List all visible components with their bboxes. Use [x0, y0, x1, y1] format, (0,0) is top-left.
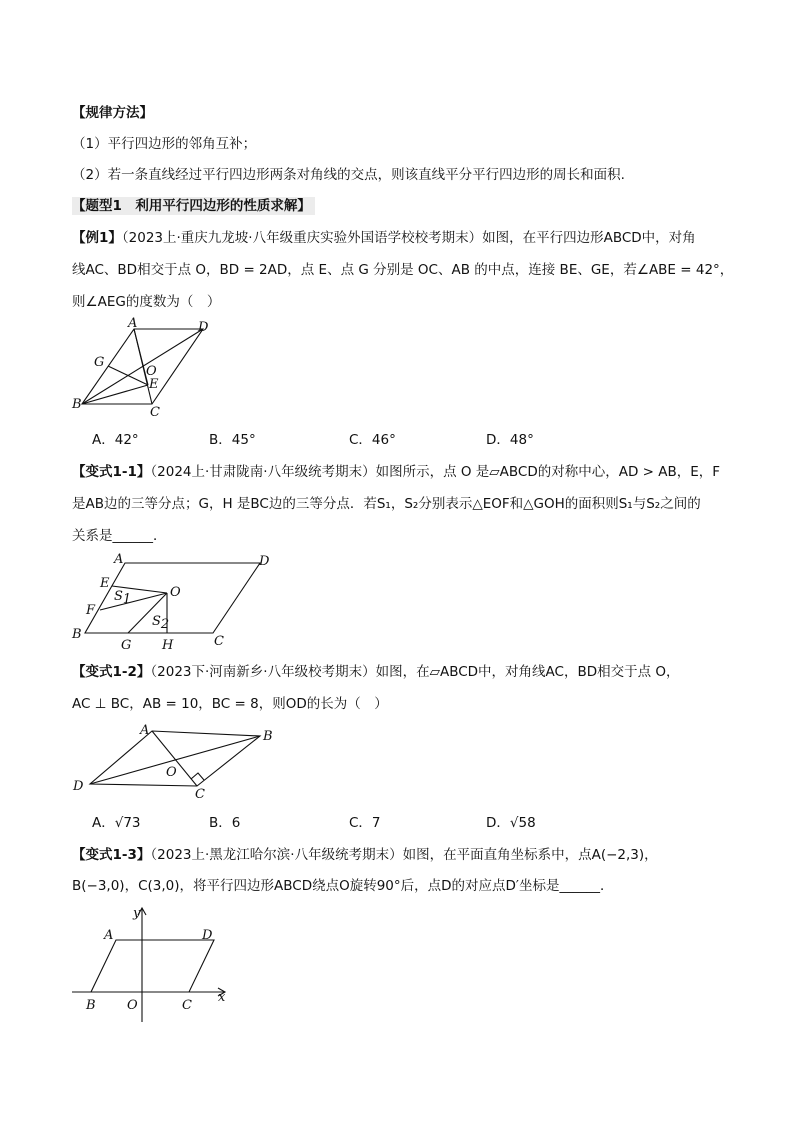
label-b: B [86, 998, 96, 1013]
variant12-figure [70, 720, 290, 810]
label-d: D [259, 554, 270, 569]
label-s1: S1 [114, 589, 132, 607]
label-f: F [86, 603, 96, 618]
label-b: B [263, 729, 273, 744]
variant11-line2: 是AB边的三等分点；G，H 是BC边的三等分点．若S₁，S₂分别表示△EOF和△GOH的面积则S₁与S₂之间的 [72, 496, 701, 512]
example1-figure [70, 318, 230, 418]
label-a: A [128, 316, 138, 331]
label-x: x [218, 990, 226, 1005]
segment-ge [108, 366, 148, 385]
segment-be [82, 385, 148, 404]
variant11-line3: 关系是______． [72, 528, 167, 544]
label-c: C [214, 634, 224, 649]
label-o: O [146, 364, 157, 379]
example1-lead: 【例1】 [72, 230, 122, 246]
label-h: H [162, 638, 174, 653]
label-c: C [195, 787, 205, 802]
example1-option-b: B．45° [209, 432, 256, 448]
label-a: A [140, 723, 150, 738]
variant13-line1 [72, 846, 658, 864]
label-y: y [133, 906, 141, 921]
variant11-lead: 【变式1-1】 [72, 464, 151, 480]
variant12-text1: （2023下·河南新乡·八年级校考期末）如图，在▱ABCD中，对角线AC，BD相交于点 O， [150, 664, 680, 680]
parallelogram-abcd [91, 940, 214, 992]
label-a: A [104, 928, 114, 943]
variant12-lead: 【变式1-2】 [72, 664, 151, 680]
label-g: G [121, 638, 132, 653]
example1-option-a: A．42° [92, 432, 139, 448]
label-c: C [150, 405, 160, 420]
variant11-figure [70, 553, 270, 653]
label-d: D [198, 320, 209, 335]
method-point-2: （2）若一条直线经过平行四边形两条对角线的交点，则该直线平分平行四边形的周长和面积. [72, 167, 625, 183]
variant11-text1: （2024上·甘肃陇南·八年级统考期末）如图所示，点 O 是▱ABCD的对称中心，AD > AB，E，F [150, 464, 721, 480]
variant13-figure [70, 903, 240, 1023]
variant12-option-c: C．7 [349, 815, 381, 831]
variant12-line1 [72, 663, 680, 681]
label-c: C [182, 998, 192, 1013]
label-d: D [202, 928, 213, 943]
variant12-option-a: A．√73 [92, 815, 141, 831]
label-b: B [72, 627, 82, 642]
example1-text1: （2023上·重庆九龙坡·八年级重庆实验外国语学校校考期末）如图，在平行四边形ABCD中，对角 [121, 230, 696, 246]
variant12-option-b: B．6 [209, 815, 241, 831]
variant12-option-d: D．√58 [486, 815, 536, 831]
segment-fo [100, 593, 167, 610]
method-point-1: （1）平行四边形的邻角互补； [72, 136, 257, 152]
variant13-lead: 【变式1-3】 [72, 847, 151, 863]
label-g: G [94, 355, 105, 370]
example1-line2: 线AC、BD相交于点 O，BD = 2AD，点 E、点 G 分别是 OC、AB 的中点，连接 BE、GE，若∠ABE = 42°， [72, 262, 734, 278]
example1-line1 [72, 229, 696, 247]
label-a: A [114, 552, 124, 567]
right-angle-mark [191, 773, 204, 780]
topic-heading: 【题型1 利用平行四边形的性质求解】 [72, 197, 315, 215]
label-e: E [100, 576, 110, 591]
label-o: O [127, 998, 138, 1013]
label-s2: S2 [152, 614, 170, 632]
variant11-line1 [72, 463, 720, 481]
example1-line3: 则∠AEG的度数为（ ） [72, 294, 221, 310]
variant13-line2: B(−3,0)，C(3,0)，将平行四边形ABCD绕点O旋转90°后，点D的对应点D′坐标是______． [72, 878, 614, 894]
label-e: E [149, 377, 159, 392]
label-o: O [166, 765, 177, 780]
label-b: B [72, 397, 82, 412]
variant13-text1: （2023上·黑龙江哈尔滨·八年级统考期末）如图，在平面直角坐标系中，点A(−2,3)， [150, 847, 658, 863]
variant12-line2: AC ⊥ BC，AB = 10，BC = 8，则OD的长为（ ） [72, 696, 388, 712]
example1-option-d: D．48° [486, 432, 534, 448]
method-title: 【规律方法】 [72, 105, 153, 121]
label-d: D [73, 779, 84, 794]
example1-option-c: C．46° [349, 432, 396, 448]
label-o: O [170, 585, 181, 600]
